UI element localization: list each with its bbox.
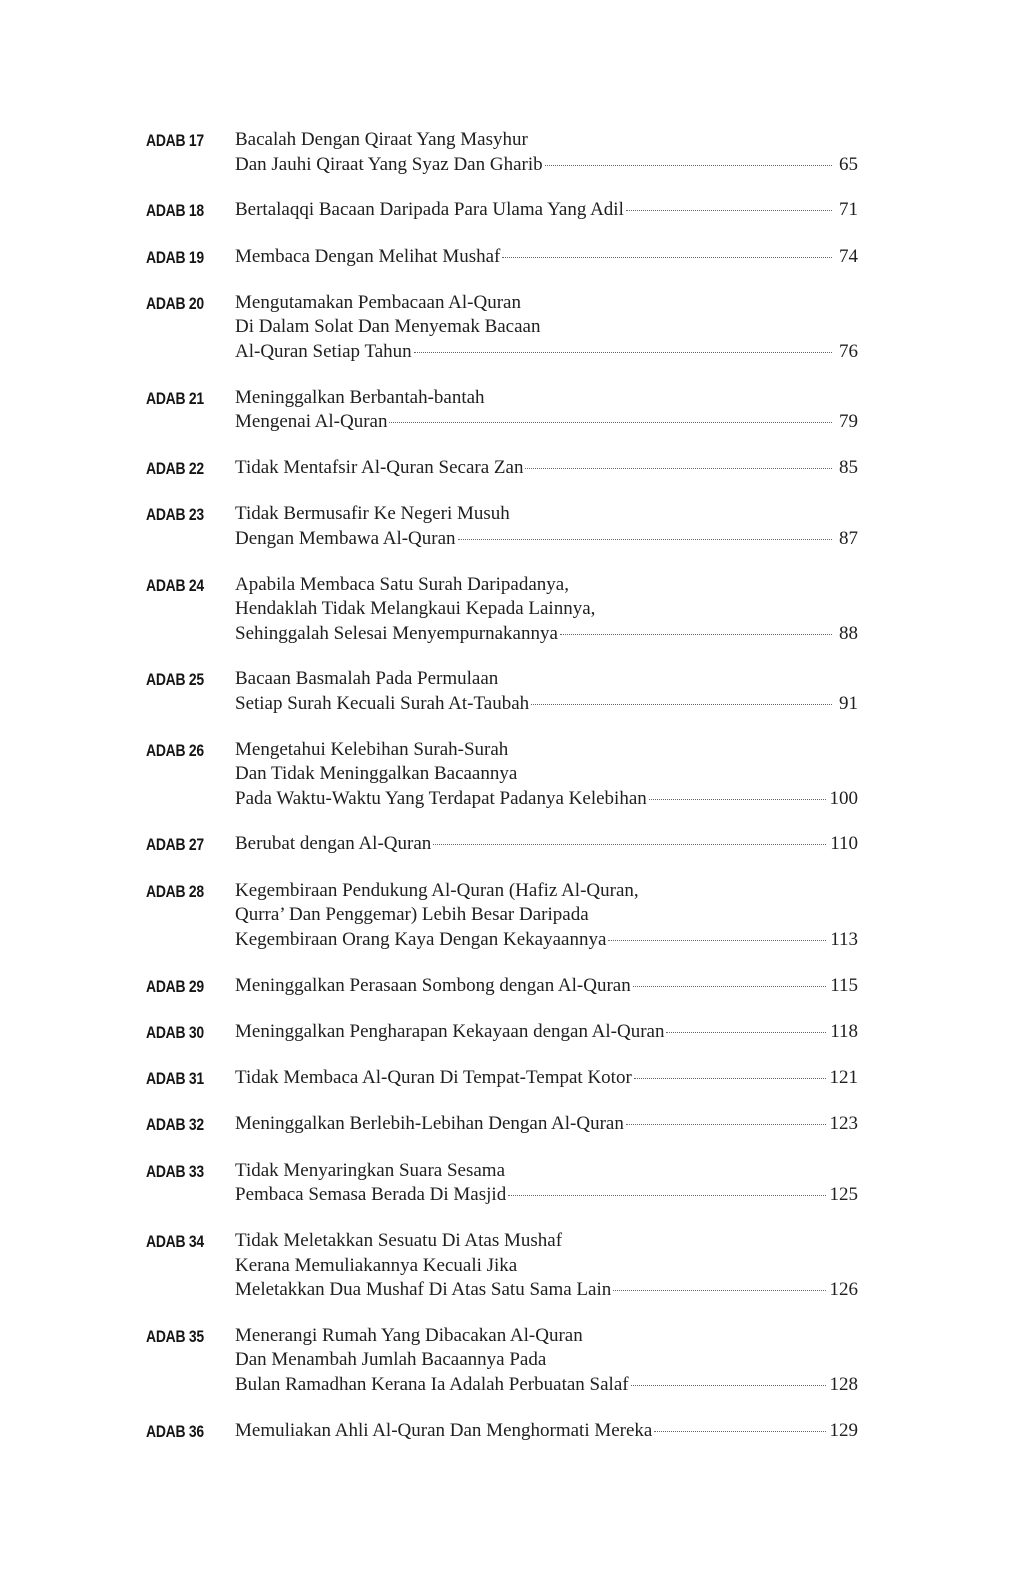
toc-entry-last-line bbox=[235, 622, 858, 647]
dot-leader bbox=[608, 940, 826, 941]
toc-entry-title bbox=[235, 198, 858, 223]
toc-entry-last-line bbox=[235, 1373, 858, 1398]
toc-entry-last-line bbox=[235, 974, 858, 999]
toc-entry-label: ADAB 34 bbox=[146, 1232, 204, 1252]
toc-entry-label: ADAB 20 bbox=[146, 293, 204, 313]
dot-leader bbox=[626, 210, 832, 211]
table-of-contents bbox=[146, 128, 858, 1465]
page-number: 113 bbox=[830, 928, 858, 950]
toc-entry-title-line: Meninggalkan Pengharapan Kekayaan dengan Al-Quran bbox=[235, 1020, 665, 1042]
toc-entry-label: ADAB 27 bbox=[146, 835, 204, 855]
page-number: 129 bbox=[829, 1419, 858, 1441]
toc-entry-title bbox=[235, 128, 858, 177]
toc-entry-label: ADAB 31 bbox=[146, 1069, 204, 1089]
page-number: 115 bbox=[830, 974, 858, 996]
toc-entry-last-line bbox=[235, 198, 858, 223]
toc-entry-title bbox=[235, 974, 858, 999]
toc-entry-title-line: Membaca Dengan Melihat Mushaf bbox=[235, 245, 501, 267]
toc-entry bbox=[146, 1324, 858, 1398]
toc-entry-title bbox=[235, 1324, 858, 1398]
dot-leader bbox=[389, 422, 832, 423]
toc-entry-label: ADAB 25 bbox=[146, 670, 204, 690]
toc-entry bbox=[146, 879, 858, 953]
page-number: 100 bbox=[829, 787, 858, 809]
toc-entry-title-line: Tidak Meletakkan Sesuatu Di Atas Mushaf bbox=[235, 1230, 563, 1252]
toc-entry-last-line bbox=[235, 410, 858, 435]
page-number: 65 bbox=[839, 153, 858, 175]
toc-entry bbox=[146, 456, 858, 481]
toc-entry-label: ADAB 22 bbox=[146, 458, 204, 478]
dot-leader bbox=[414, 352, 832, 353]
toc-entry-title bbox=[235, 386, 858, 435]
dot-leader bbox=[666, 1032, 826, 1033]
page-number: 118 bbox=[830, 1020, 858, 1042]
toc-entry-last-line bbox=[235, 340, 858, 365]
toc-entry-last-line bbox=[235, 692, 858, 717]
toc-entry bbox=[146, 738, 858, 812]
dot-leader bbox=[633, 986, 826, 987]
dot-leader bbox=[502, 257, 832, 258]
toc-entry-title bbox=[235, 667, 858, 716]
toc-entry-title bbox=[235, 291, 858, 365]
toc-entry-label: ADAB 30 bbox=[146, 1022, 204, 1042]
toc-entry-title-line: Dan Tidak Meninggalkan Bacaannya bbox=[235, 763, 518, 785]
toc-entry-label: ADAB 21 bbox=[146, 388, 204, 408]
toc-entry-title-line: Dengan Membawa Al-Quran bbox=[235, 527, 456, 549]
toc-entry-label: ADAB 33 bbox=[146, 1161, 204, 1181]
dot-leader bbox=[634, 1078, 826, 1079]
toc-entry-title-line: Apabila Membaca Satu Surah Daripadanya, bbox=[235, 573, 569, 595]
toc-entry-last-line bbox=[235, 1066, 858, 1091]
page-number: 74 bbox=[839, 245, 858, 267]
toc-entry-last-line bbox=[235, 245, 858, 270]
toc-entry-title bbox=[235, 1419, 858, 1444]
toc-entry-title-line: Berubat dengan Al-Quran bbox=[235, 833, 432, 855]
toc-entry-title-line: Dan Jauhi Qiraat Yang Syaz Dan Gharib bbox=[235, 153, 543, 175]
page-number: 128 bbox=[829, 1373, 858, 1395]
toc-entry-title-line: Kerana Memuliakannya Kecuali Jika bbox=[235, 1254, 518, 1276]
toc-entry-last-line bbox=[235, 1419, 858, 1444]
toc-entry-title-line: Bacaan Basmalah Pada Permulaan bbox=[235, 668, 499, 690]
dot-leader bbox=[631, 1385, 826, 1386]
toc-entry-label: ADAB 24 bbox=[146, 575, 204, 595]
toc-entry-title-line: Menerangi Rumah Yang Dibacakan Al-Quran bbox=[235, 1324, 583, 1346]
toc-entry-title-line: Dan Menambah Jumlah Bacaannya Pada bbox=[235, 1349, 547, 1371]
toc-entry-title-line: Setiap Surah Kecuali Surah At-Taubah bbox=[235, 692, 530, 714]
toc-entry-title-line: Mengutamakan Pembacaan Al-Quran bbox=[235, 291, 521, 313]
toc-entry-title-line: Hendaklah Tidak Melangkaui Kepada Lainnya, bbox=[235, 598, 596, 620]
dot-leader bbox=[560, 634, 832, 635]
toc-entry bbox=[146, 1020, 858, 1045]
toc-entry-last-line bbox=[235, 1278, 858, 1303]
page-number: 110 bbox=[830, 833, 858, 855]
toc-entry-last-line bbox=[235, 527, 858, 552]
dot-leader bbox=[613, 1290, 825, 1291]
toc-entry-title-line: Sehinggalah Selesai Menyempurnakannya bbox=[235, 622, 558, 644]
toc-entry-label: ADAB 28 bbox=[146, 881, 204, 901]
toc-entry bbox=[146, 386, 858, 435]
dot-leader bbox=[458, 539, 832, 540]
toc-entry-label: ADAB 17 bbox=[146, 131, 204, 150]
dot-leader bbox=[649, 799, 826, 800]
toc-entry-title-line: Bertalaqqi Bacaan Daripada Para Ulama Yang Adil bbox=[235, 199, 624, 221]
toc-entry-title-line: Tidak Menyaringkan Suara Sesama bbox=[235, 1159, 505, 1181]
toc-entry-title-line: Tidak Bermusafir Ke Negeri Musuh bbox=[235, 503, 510, 525]
toc-entry-title bbox=[235, 1020, 858, 1045]
toc-entry-title-line: Bacalah Dengan Qiraat Yang Masyhur bbox=[235, 129, 528, 150]
toc-entry-label: ADAB 32 bbox=[146, 1115, 204, 1135]
toc-entry-label: ADAB 18 bbox=[146, 201, 204, 221]
toc-entry-label: ADAB 23 bbox=[146, 505, 204, 525]
toc-entry bbox=[146, 1112, 858, 1137]
toc-entry-title-line: Kegembiraan Pendukung Al-Quran (Hafiz Al-Quran, bbox=[235, 879, 639, 901]
toc-entry-last-line bbox=[235, 832, 858, 857]
toc-entry bbox=[146, 291, 858, 365]
dot-leader bbox=[508, 1195, 825, 1196]
toc-entry bbox=[146, 198, 858, 223]
toc-entry-title bbox=[235, 879, 858, 953]
toc-entry-label: ADAB 35 bbox=[146, 1326, 204, 1346]
dot-leader bbox=[626, 1124, 826, 1125]
page-number: 87 bbox=[839, 527, 858, 549]
toc-entry-last-line bbox=[235, 1112, 858, 1137]
toc-entry-title bbox=[235, 245, 858, 270]
toc-entry-title bbox=[235, 1229, 858, 1303]
toc-entry-last-line bbox=[235, 153, 858, 178]
page-number: 79 bbox=[839, 411, 858, 433]
toc-entry bbox=[146, 667, 858, 716]
page-number: 91 bbox=[839, 692, 858, 714]
toc-entry-title-line: Meninggalkan Perasaan Sombong dengan Al-Quran bbox=[235, 974, 631, 996]
toc-entry-title-line: Meninggalkan Berlebih-Lebihan Dengan Al-Quran bbox=[235, 1113, 624, 1135]
toc-entry-title-line: Meninggalkan Berbantah-bantah bbox=[235, 386, 485, 408]
toc-entry-title-line: Bulan Ramadhan Kerana Ia Adalah Perbuatan Salaf bbox=[235, 1373, 629, 1395]
toc-entry bbox=[146, 974, 858, 999]
toc-entry-title bbox=[235, 738, 858, 812]
dot-leader bbox=[654, 1431, 825, 1432]
toc-entry-title-line: Meletakkan Dua Mushaf Di Atas Satu Sama Lain bbox=[235, 1279, 612, 1301]
toc-entry-title bbox=[235, 1159, 858, 1208]
toc-entry bbox=[146, 1229, 858, 1303]
page-number: 88 bbox=[839, 622, 858, 644]
toc-entry-title-line: Mengenai Al-Quran bbox=[235, 411, 388, 433]
toc-entry-last-line bbox=[235, 456, 858, 481]
toc-entry bbox=[146, 1066, 858, 1091]
toc-entry-title-line: Tidak Mentafsir Al-Quran Secara Zan bbox=[235, 456, 524, 478]
toc-entry bbox=[146, 502, 858, 551]
page-number: 85 bbox=[839, 456, 858, 478]
toc-entry bbox=[146, 1419, 858, 1444]
toc-entry-last-line bbox=[235, 928, 858, 953]
toc-entry-last-line bbox=[235, 1020, 858, 1045]
toc-entry-title-line: Pembaca Semasa Berada Di Masjid bbox=[235, 1184, 507, 1206]
toc-entry-title-line: Al-Quran Setiap Tahun bbox=[235, 340, 412, 362]
toc-entry-title-line: Kegembiraan Orang Kaya Dengan Kekayaannya bbox=[235, 928, 607, 950]
page-number: 123 bbox=[829, 1113, 858, 1135]
toc-entry-title bbox=[235, 832, 858, 857]
toc-entry-label: ADAB 19 bbox=[146, 247, 204, 267]
toc-entry-title-line: Pada Waktu-Waktu Yang Terdapat Padanya Kelebihan bbox=[235, 787, 647, 809]
toc-entry-title-line: Mengetahui Kelebihan Surah-Surah bbox=[235, 738, 509, 760]
toc-entry-last-line bbox=[235, 1183, 858, 1208]
toc-entry-title-line: Qurra’ Dan Penggemar) Lebih Besar Daripada bbox=[235, 904, 589, 926]
dot-leader bbox=[525, 468, 832, 469]
dot-leader bbox=[531, 704, 832, 705]
toc-entry-title bbox=[235, 1066, 858, 1091]
page-number: 125 bbox=[829, 1184, 858, 1206]
page-number: 71 bbox=[839, 199, 858, 221]
toc-entry-label: ADAB 29 bbox=[146, 976, 204, 996]
toc-entry bbox=[146, 245, 858, 270]
toc-entry-label: ADAB 26 bbox=[146, 740, 204, 760]
toc-entry bbox=[146, 128, 858, 177]
toc-entry-title-line: Tidak Membaca Al-Quran Di Tempat-Tempat Kotor bbox=[235, 1067, 632, 1089]
dot-leader bbox=[433, 844, 826, 845]
toc-entry-title bbox=[235, 456, 858, 481]
dot-leader bbox=[545, 165, 832, 166]
toc-entry-label: ADAB 36 bbox=[146, 1421, 204, 1441]
toc-entry bbox=[146, 1159, 858, 1208]
toc-entry bbox=[146, 573, 858, 647]
toc-entry-title bbox=[235, 573, 858, 647]
toc-entry bbox=[146, 832, 858, 857]
toc-entry-title-line: Memuliakan Ahli Al-Quran Dan Menghormati Mereka bbox=[235, 1419, 653, 1441]
toc-entry-title bbox=[235, 502, 858, 551]
page-number: 76 bbox=[839, 340, 858, 362]
toc-entry-title-line: Di Dalam Solat Dan Menyemak Bacaan bbox=[235, 316, 541, 338]
page-number: 126 bbox=[829, 1279, 858, 1301]
toc-entry-title bbox=[235, 1112, 858, 1137]
page-number: 121 bbox=[829, 1067, 858, 1089]
toc-entry-last-line bbox=[235, 787, 858, 812]
